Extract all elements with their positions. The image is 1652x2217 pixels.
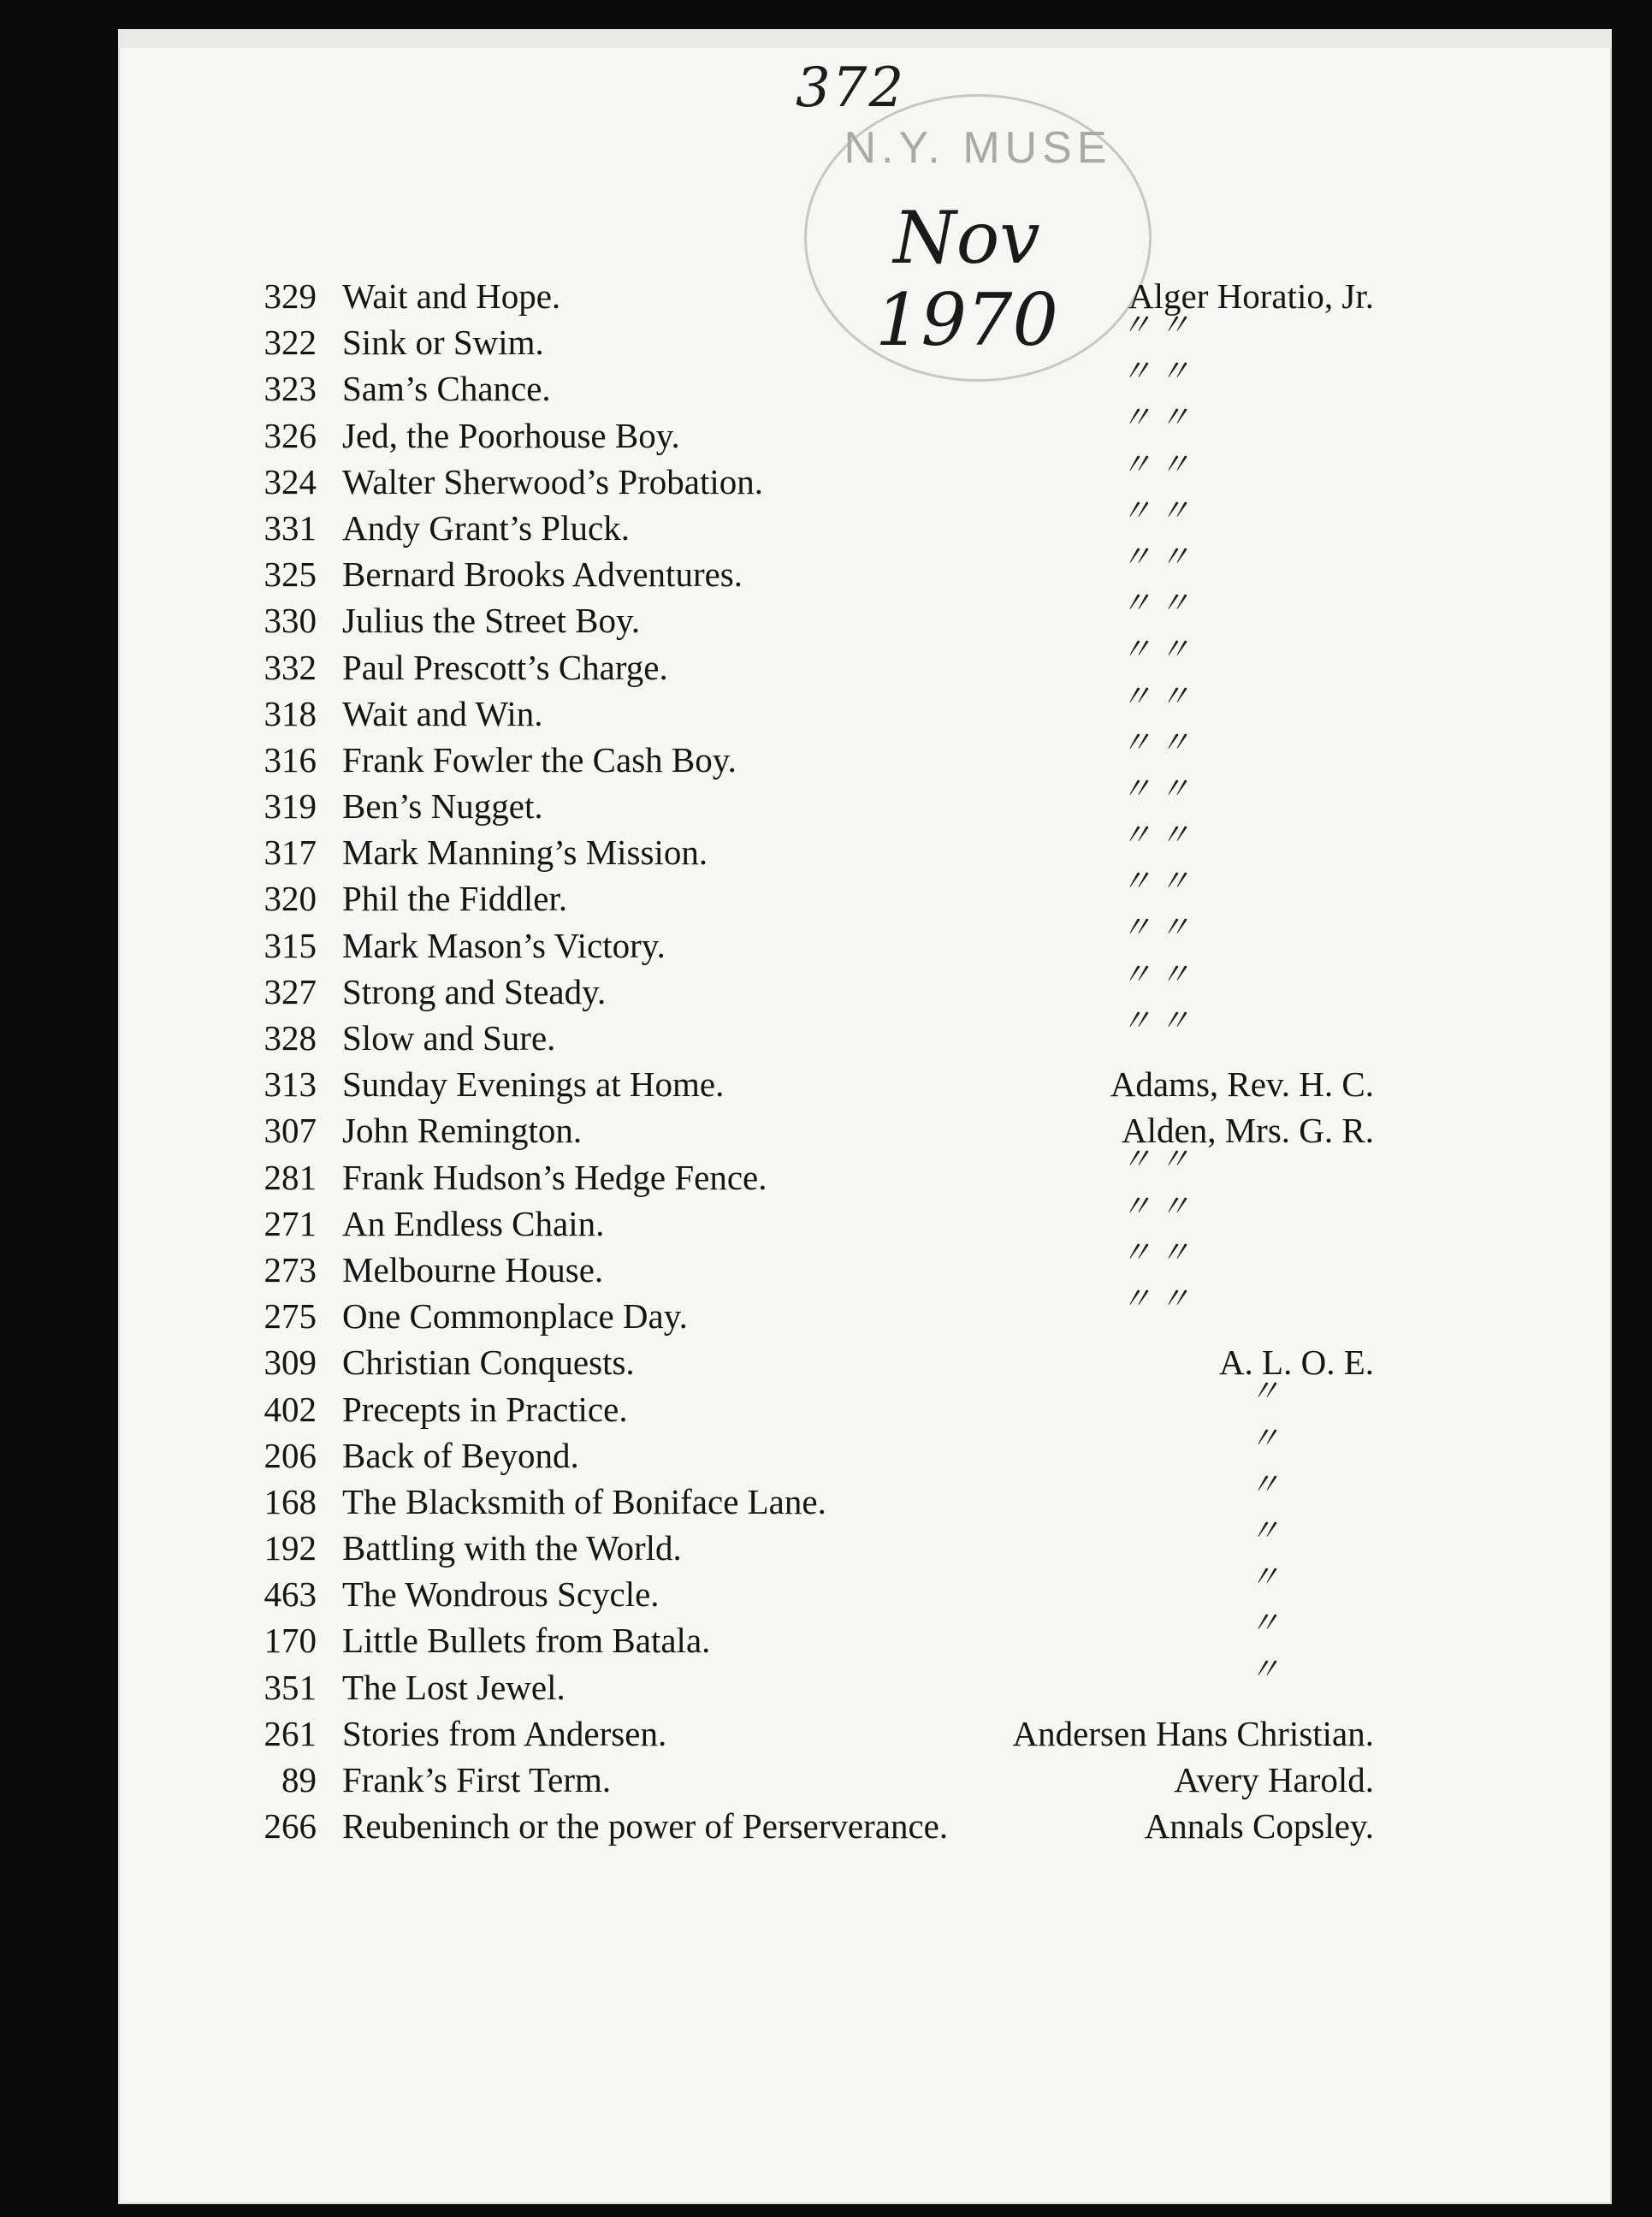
book-title: The Lost Jewel.	[342, 1667, 565, 1707]
list-item	[0, 1064, 1652, 1110]
list-item	[0, 1805, 1652, 1852]
book-title: Mark Mason’s Victory.	[342, 925, 666, 965]
catalog-number: 327	[263, 971, 317, 1011]
handwritten-date: Nov 1970	[875, 196, 1058, 362]
ditto-mark: 〃 〃	[1121, 447, 1191, 482]
catalog-number: 273	[263, 1249, 317, 1289]
book-author: Alger Horatio, Jr.	[1128, 276, 1374, 316]
book-author: Alden, Mrs. G. R.	[1122, 1111, 1374, 1151]
book-title: John Remington.	[342, 1111, 583, 1151]
ditto-mark: 〃	[1249, 1374, 1281, 1409]
book-author: Andersen Hans Christian.	[1012, 1713, 1374, 1753]
ditto-mark: 〃 〃	[1121, 354, 1191, 389]
catalog-number: 330	[263, 601, 317, 641]
book-title: Frank’s First Term.	[342, 1760, 612, 1799]
ditto-mark: 〃	[1249, 1467, 1281, 1502]
book-title: One Commonplace Day.	[342, 1296, 688, 1337]
ditto-mark: 〃 〃	[1121, 1142, 1191, 1177]
catalog-number: 271	[263, 1203, 317, 1243]
book-title: Phil the Fiddler.	[342, 879, 568, 919]
book-title: Back of Beyond.	[342, 1435, 579, 1475]
book-title: Slow and Sure.	[342, 1018, 556, 1058]
ditto-mark: 〃 〃	[1121, 910, 1191, 945]
catalog-number: 326	[263, 415, 317, 455]
ditto-mark: 〃 〃	[1121, 539, 1191, 574]
catalog-number: 402	[263, 1389, 317, 1429]
catalog-number: 316	[263, 739, 317, 780]
catalog-number: 332	[263, 647, 317, 687]
ditto-mark: 〃 〃	[1121, 1281, 1191, 1316]
book-title: Frank Fowler the Cash Boy.	[342, 739, 737, 780]
ditto-mark: 〃 〃	[1121, 400, 1191, 436]
book-title: Bernard Brooks Adventures.	[342, 554, 743, 595]
ditto-mark: 〃	[1249, 1652, 1281, 1687]
ditto-mark: 〃 〃	[1121, 818, 1191, 853]
book-title: Battling with the World.	[342, 1528, 682, 1568]
ditto-mark: 〃 〃	[1121, 864, 1191, 899]
catalog-number: 324	[263, 461, 317, 501]
book-title: Sink or Swim.	[342, 323, 544, 363]
ditto-mark: 〃 〃	[1121, 1003, 1191, 1038]
book-title: Sunday Evenings at Home.	[342, 1064, 725, 1105]
catalog-number: 309	[263, 1343, 317, 1383]
ditto-mark: 〃 〃	[1121, 771, 1191, 806]
catalog-number: 89	[281, 1760, 317, 1799]
book-title: Wait and Win.	[342, 693, 543, 733]
catalog-number: 266	[263, 1806, 317, 1847]
book-title: Stories from Andersen.	[342, 1713, 667, 1753]
book-title: Reubeninch or the power of Perserverance.	[342, 1806, 949, 1847]
catalog-number: 320	[263, 879, 317, 919]
ditto-mark: 〃 〃	[1121, 1235, 1191, 1270]
book-title: Wait and Hope.	[342, 276, 561, 316]
list-item	[0, 739, 1652, 806]
ditto-mark: 〃	[1249, 1606, 1281, 1641]
book-title: Walter Sherwood’s Probation.	[342, 461, 764, 501]
book-title: The Wondrous Scycle.	[342, 1574, 660, 1615]
book-author: Annals Copsley.	[1144, 1806, 1374, 1847]
ditto-mark: 〃 〃	[1121, 586, 1191, 621]
catalog-number: 170	[263, 1621, 317, 1661]
catalog-number: 463	[263, 1574, 317, 1615]
book-title: Precepts in Practice.	[342, 1389, 628, 1429]
book-title: Julius the Street Boy.	[342, 601, 641, 641]
book-title: Ben’s Nugget.	[342, 786, 543, 827]
book-title: The Blacksmith of Boniface Lane.	[342, 1481, 826, 1521]
book-title: Jed, the Poorhouse Boy.	[342, 415, 680, 455]
library-stamp: N.Y. MUSE	[804, 94, 1152, 382]
list-item	[0, 1759, 1652, 1805]
catalog-number: 206	[263, 1435, 317, 1475]
ditto-mark: 〃 〃	[1121, 957, 1191, 992]
ditto-mark: 〃 〃	[1121, 632, 1191, 667]
book-title: Christian Conquests.	[342, 1343, 635, 1383]
page-top-edge	[118, 29, 1612, 48]
ditto-mark: 〃 〃	[1121, 1189, 1191, 1224]
catalog-number: 319	[263, 786, 317, 827]
list-item	[0, 276, 1652, 342]
catalog-number: 281	[263, 1157, 317, 1197]
list-item	[0, 1713, 1652, 1759]
catalog-number: 317	[263, 833, 317, 873]
ditto-mark: 〃	[1249, 1513, 1281, 1548]
book-author: Adams, Rev. H. C.	[1110, 1064, 1374, 1105]
book-list	[0, 276, 1652, 1852]
catalog-number: 192	[263, 1528, 317, 1568]
book-title: Frank Hudson’s Hedge Fence.	[342, 1157, 767, 1197]
catalog-number: 168	[263, 1481, 317, 1521]
book-title: Paul Prescott’s Charge.	[342, 647, 668, 687]
ditto-mark: 〃 〃	[1121, 679, 1191, 714]
list-item	[0, 507, 1652, 574]
list-item	[0, 1249, 1652, 1316]
book-title: An Endless Chain.	[342, 1203, 605, 1243]
catalog-number: 322	[263, 323, 317, 363]
catalog-number: 325	[263, 554, 317, 595]
catalog-number: 328	[263, 1018, 317, 1058]
catalog-number: 275	[263, 1296, 317, 1337]
book-title: Little Bullets from Batala.	[342, 1621, 711, 1661]
catalog-number: 329	[263, 276, 317, 316]
list-item	[0, 1295, 1652, 1342]
catalog-number: 307	[263, 1111, 317, 1151]
book-title: Melbourne House.	[342, 1249, 604, 1289]
book-author: Avery Harold.	[1174, 1760, 1374, 1799]
ditto-mark: 〃 〃	[1121, 725, 1191, 760]
ditto-mark: 〃 〃	[1121, 308, 1191, 342]
catalog-number: 351	[263, 1667, 317, 1707]
book-title: Mark Manning’s Mission.	[342, 833, 708, 873]
catalog-number: 315	[263, 925, 317, 965]
catalog-number: 331	[263, 507, 317, 548]
book-author: A. L. O. E.	[1218, 1343, 1374, 1383]
handwritten-page-number: 372	[796, 56, 906, 120]
book-title: Strong and Steady.	[342, 971, 607, 1011]
catalog-number: 313	[263, 1064, 317, 1105]
ditto-mark: 〃	[1249, 1420, 1281, 1455]
book-title: Andy Grant’s Pluck.	[342, 507, 630, 548]
book-title: Sam’s Chance.	[342, 369, 551, 409]
ditto-mark: 〃 〃	[1121, 493, 1191, 528]
list-item	[0, 1017, 1652, 1064]
list-item	[0, 1667, 1652, 1713]
catalog-number: 261	[263, 1713, 317, 1753]
catalog-number: 323	[263, 369, 317, 409]
catalog-number: 318	[263, 693, 317, 733]
ditto-mark: 〃	[1249, 1560, 1281, 1595]
